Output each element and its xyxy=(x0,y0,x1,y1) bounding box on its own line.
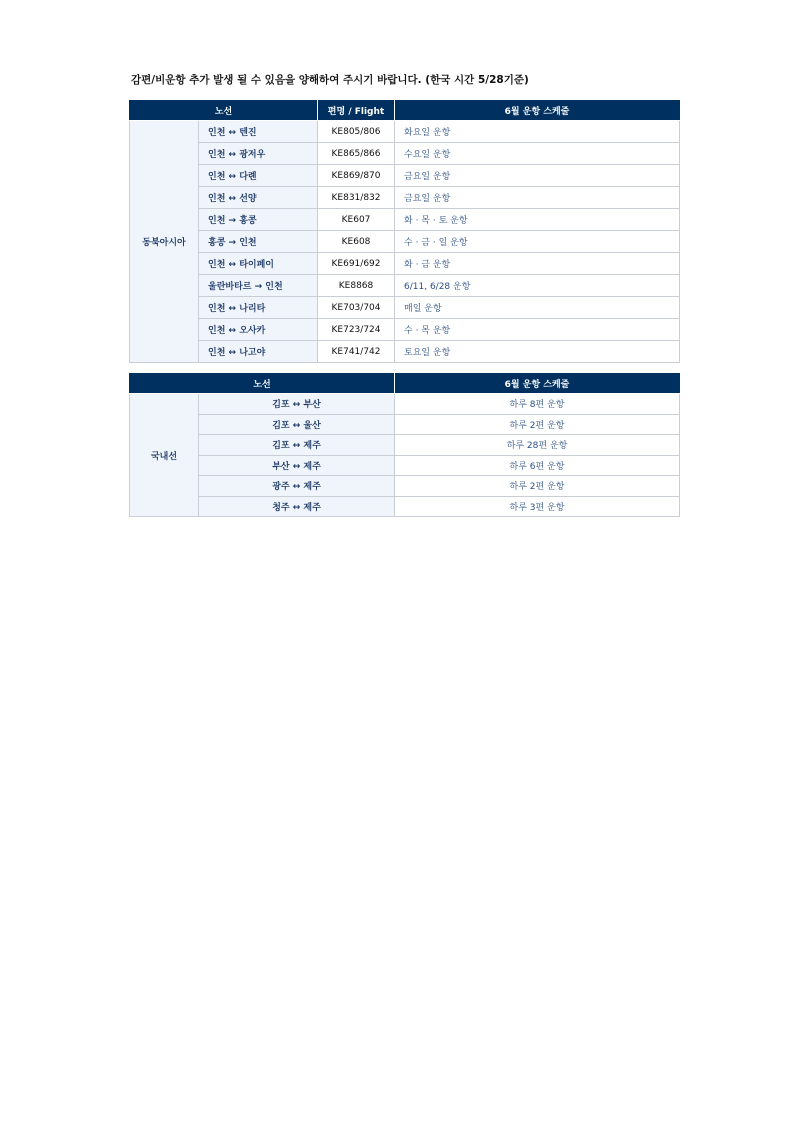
table-header-row xyxy=(130,374,680,394)
flight-cell: KE805/806 xyxy=(318,121,395,143)
table-row xyxy=(130,414,680,435)
table-row xyxy=(130,209,680,231)
table-row xyxy=(130,435,680,456)
table-row xyxy=(130,275,680,297)
route-cell: 인천 ↔ 텐진 xyxy=(199,121,318,143)
route-cell: 인천 ↔ 광저우 xyxy=(199,143,318,165)
schedule-cell: 수 · 목 운항 xyxy=(395,319,680,341)
table-header-row xyxy=(130,101,680,121)
table-row xyxy=(130,165,680,187)
route-cell: 홍콩 → 인천 xyxy=(199,231,318,253)
table-row xyxy=(130,253,680,275)
flight-cell: KE831/832 xyxy=(318,187,395,209)
flight-cell: KE703/704 xyxy=(318,297,395,319)
flight-cell: KE608 xyxy=(318,231,395,253)
notice-text: 감편/비운항 추가 발생 될 수 있음을 양해하여 주시기 바랍니다. (한국 시간 5/28기준) xyxy=(131,74,529,86)
table-row xyxy=(130,187,680,209)
flight-cell: KE865/866 xyxy=(318,143,395,165)
table-row xyxy=(130,341,680,363)
table-row xyxy=(130,319,680,341)
schedule-cell: 하루 8편 운항 xyxy=(395,394,680,415)
schedule-cell: 6/11, 6/28 운항 xyxy=(395,275,680,297)
schedule-cell: 화 · 목 · 토 운항 xyxy=(395,209,680,231)
route-cell: 인천 ↔ 오사카 xyxy=(199,319,318,341)
route-cell: 김포 ↔ 울산 xyxy=(199,414,395,435)
route-cell: 인천 ↔ 나리타 xyxy=(199,297,318,319)
header-route: 노선 xyxy=(130,374,395,394)
header-schedule: 6월 운항 스케줄 xyxy=(395,101,680,121)
table-row xyxy=(130,231,680,253)
header-flight: 편명 / Flight xyxy=(318,101,395,121)
schedule-cell: 하루 2편 운항 xyxy=(395,414,680,435)
flight-cell: KE869/870 xyxy=(318,165,395,187)
flight-cell: KE741/742 xyxy=(318,341,395,363)
schedule-cell: 하루 3편 운항 xyxy=(395,496,680,517)
route-cell: 인천 ↔ 타이페이 xyxy=(199,253,318,275)
flight-cell: KE8868 xyxy=(318,275,395,297)
flight-cell: KE691/692 xyxy=(318,253,395,275)
route-cell: 울란바타르 → 인천 xyxy=(199,275,318,297)
header-route: 노선 xyxy=(130,101,318,121)
schedule-cell: 하루 2편 운항 xyxy=(395,476,680,497)
route-cell: 인천 ↔ 다롄 xyxy=(199,165,318,187)
schedule-cell: 수 · 금 · 일 운항 xyxy=(395,231,680,253)
table-row xyxy=(130,476,680,497)
schedule-cell: 하루 6편 운항 xyxy=(395,455,680,476)
table-row xyxy=(130,394,680,415)
flight-cell: KE607 xyxy=(318,209,395,231)
table-row xyxy=(130,297,680,319)
route-cell: 김포 ↔ 제주 xyxy=(199,435,395,456)
schedule-cell: 금요일 운항 xyxy=(395,165,680,187)
route-cell: 인천 ↔ 나고야 xyxy=(199,341,318,363)
route-cell: 광주 ↔ 제주 xyxy=(199,476,395,497)
route-cell: 부산 ↔ 제주 xyxy=(199,455,395,476)
schedule-cell: 화요일 운항 xyxy=(395,121,680,143)
domestic-schedule-table xyxy=(129,373,680,517)
schedule-cell: 금요일 운항 xyxy=(395,187,680,209)
table-row xyxy=(130,143,680,165)
route-cell: 인천 ↔ 선양 xyxy=(199,187,318,209)
table-row xyxy=(130,496,680,517)
table-row xyxy=(130,121,680,143)
schedule-cell: 수요일 운항 xyxy=(395,143,680,165)
table-row xyxy=(130,455,680,476)
route-cell: 김포 ↔ 부산 xyxy=(199,394,395,415)
header-schedule: 6월 운항 스케줄 xyxy=(395,374,680,394)
schedule-cell: 매일 운항 xyxy=(395,297,680,319)
flight-cell: KE723/724 xyxy=(318,319,395,341)
region-cell: 국내선 xyxy=(130,394,199,517)
region-cell: 동북아시아 xyxy=(130,121,199,363)
schedule-cell: 하루 28편 운항 xyxy=(395,435,680,456)
schedule-cell: 화 · 금 운항 xyxy=(395,253,680,275)
international-schedule-table xyxy=(129,100,680,363)
schedule-cell: 토요일 운항 xyxy=(395,341,680,363)
route-cell: 인천 → 홍콩 xyxy=(199,209,318,231)
route-cell: 청주 ↔ 제주 xyxy=(199,496,395,517)
